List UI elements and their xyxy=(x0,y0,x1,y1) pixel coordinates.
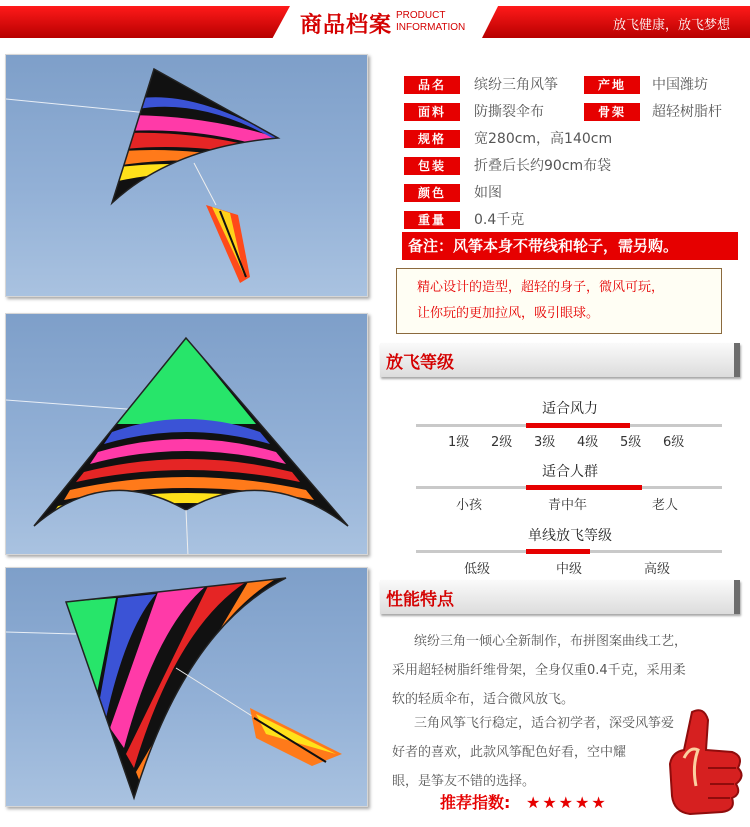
performance-line: 眼，是筝友不错的选择。 xyxy=(392,774,536,789)
spec-label-size: 规格 xyxy=(404,130,460,148)
spec-label-color: 颜色 xyxy=(404,184,460,202)
audience-title: 适合人群 xyxy=(542,464,598,480)
performance-line: 软的轻质伞布，适合微风放飞。 xyxy=(392,692,575,707)
performance-line: 缤纷三角一倾心全新制作，布拼图案曲线工艺， xyxy=(414,634,688,649)
page-header xyxy=(0,0,750,44)
spec-label-origin: 产地 xyxy=(584,76,640,94)
recommend-rating xyxy=(440,790,608,813)
spec-label-package: 包装 xyxy=(404,157,460,175)
audience-tick: 青中年 xyxy=(548,498,588,513)
wind-tick: 3级 xyxy=(534,435,556,450)
single-line-tick: 低级 xyxy=(464,562,491,577)
header-slogan: 放飞健康，放飞梦想 xyxy=(612,18,730,33)
performance-line: 采用超轻树脂纤维骨架，全身仅重0.4千克，采用柔 xyxy=(392,663,686,678)
spec-label-name: 品名 xyxy=(404,76,460,94)
header-title-en xyxy=(396,10,465,34)
spec-label-frame: 骨架 xyxy=(584,103,640,121)
spec-value-weight: 0.4千克 xyxy=(474,212,525,228)
spec-value-package: 折叠后长约90cm布袋 xyxy=(474,158,612,174)
single-line-tick: 高级 xyxy=(644,562,671,577)
kite-photo-2 xyxy=(5,313,368,555)
performance-line: 好者的喜欢，此款风筝配色好看，空中耀 xyxy=(392,745,627,760)
wind-tick: 2级 xyxy=(491,435,513,450)
wind-tick: 1级 xyxy=(448,435,470,450)
kite-photo-1 xyxy=(5,54,368,297)
audience-fill xyxy=(526,485,642,490)
description-line2: 让你玩的更加拉风，吸引眼球。 xyxy=(417,306,600,321)
kite-image-3 xyxy=(6,568,368,807)
single-line-level-track xyxy=(416,550,722,553)
spec-value-frame: 超轻树脂杆 xyxy=(652,104,722,120)
wind-level-track xyxy=(416,424,722,427)
description-box xyxy=(396,268,722,334)
section-performance-title: 性能特点 xyxy=(386,590,454,610)
wind-tick: 6级 xyxy=(663,435,685,450)
kite-image-2 xyxy=(6,314,368,555)
header-title: 商品档案 xyxy=(300,13,393,38)
wind-tick: 5级 xyxy=(620,435,642,450)
spec-value-origin: 中国潍坊 xyxy=(652,77,708,93)
thumbs-up-icon xyxy=(662,706,746,824)
section-flight-level-title: 放飞等级 xyxy=(386,353,454,373)
recommend-label: 推荐指数: xyxy=(440,793,511,812)
header-title-en-line2: INFORMATION xyxy=(396,22,466,33)
audience-tick: 小孩 xyxy=(456,498,483,513)
header-title-en-line1: PRODUCT xyxy=(396,10,446,21)
description-line1: 精心设计的造型，超轻的身子，微风可玩， xyxy=(417,280,665,295)
kite-photo-3 xyxy=(5,567,368,807)
wind-level-fill xyxy=(526,423,630,428)
kite-image-1 xyxy=(6,55,368,297)
star-rating-icon: ★★★★★ xyxy=(525,793,608,812)
spec-value-color: 如图 xyxy=(474,185,502,201)
performance-paragraph-1 xyxy=(392,627,732,714)
spec-value-name: 缤纷三角风筝 xyxy=(474,77,558,93)
note-banner: 备注：风筝本身不带线和轮子，需另购。 xyxy=(402,232,738,260)
section-flight-level xyxy=(380,343,740,377)
section-performance xyxy=(380,580,740,614)
wind-level-title: 适合风力 xyxy=(542,401,598,417)
spec-label-weight: 重量 xyxy=(404,211,460,229)
single-line-tick: 中级 xyxy=(556,562,583,577)
audience-tick: 老人 xyxy=(652,498,679,513)
performance-line: 三角风筝飞行稳定，适合初学者，深受风筝爱 xyxy=(414,716,675,731)
spec-value-fabric: 防撕裂伞布 xyxy=(474,104,544,120)
wind-tick: 4级 xyxy=(577,435,599,450)
spec-value-size: 宽280cm，高140cm xyxy=(474,131,613,147)
single-line-level-fill xyxy=(526,549,590,554)
header-banner-left xyxy=(0,6,290,38)
audience-track xyxy=(416,486,722,489)
single-line-level-title: 单线放飞等级 xyxy=(528,528,612,544)
spec-label-fabric: 面料 xyxy=(404,103,460,121)
